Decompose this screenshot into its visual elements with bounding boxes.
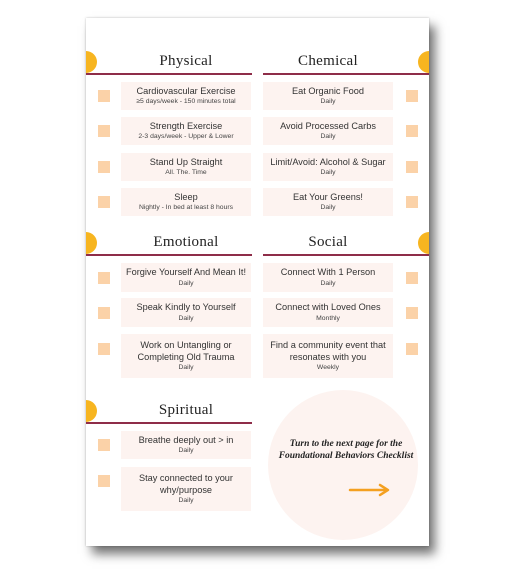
- physical-section-title: Physical: [159, 53, 213, 69]
- item-label: Work on Untangling or Completing Old Trauma: [137, 340, 235, 362]
- social-tab-marker: [418, 232, 429, 254]
- item-frequency: Weekly: [316, 364, 340, 371]
- item-label: Cardiovascular Exercise: [136, 85, 236, 96]
- item-frequency: Nightly - In bed at least 8 hours: [138, 204, 234, 212]
- physical-checkbox-2[interactable]: [98, 125, 110, 137]
- item-frequency: 2-3 days/week - Upper & Lower: [138, 133, 234, 141]
- item-label: Connect With 1 Person: [280, 267, 376, 278]
- chemical-item-2: [263, 117, 393, 145]
- next-page-circle: [268, 390, 418, 540]
- item-label: Eat Your Greens!: [293, 191, 363, 202]
- social-checkbox-1[interactable]: [406, 272, 418, 284]
- chemical-checkbox-2[interactable]: [406, 125, 418, 137]
- spiritual-checkbox-1[interactable]: [98, 439, 110, 451]
- physical-checkbox-1[interactable]: [98, 90, 110, 102]
- item-frequency: Daily: [320, 133, 336, 141]
- social-section-title: Social: [308, 234, 348, 250]
- item-frequency: Daily: [320, 98, 336, 106]
- item-frequency: Daily: [320, 279, 336, 287]
- physical-checkbox-4[interactable]: [98, 196, 110, 208]
- social-divider: [263, 254, 429, 256]
- physical-checkbox-3[interactable]: [98, 161, 110, 173]
- social-item-3: [263, 334, 393, 378]
- item-label: Strength Exercise: [149, 120, 223, 131]
- next-page-text: Turn to the next page for the Foundational Behaviors Checklist: [278, 439, 414, 461]
- spiritual-section-title: Spiritual: [158, 402, 214, 418]
- physical-divider: [86, 73, 252, 75]
- item-frequency: Daily: [178, 497, 194, 504]
- item-label: Breathe deeply out > in: [138, 434, 234, 445]
- social-checkbox-3[interactable]: [406, 343, 418, 355]
- spiritual-checkbox-2[interactable]: [98, 475, 110, 487]
- item-frequency: Daily: [178, 447, 194, 455]
- item-label: Speak Kindly to Yourself: [136, 302, 236, 313]
- physical-item-2: [121, 117, 251, 145]
- item-frequency: Daily: [320, 169, 336, 177]
- item-frequency: Daily: [178, 314, 194, 322]
- chemical-checkbox-4[interactable]: [406, 196, 418, 208]
- chemical-item-1: [263, 82, 393, 110]
- item-frequency: ≥5 days/week - 150 minutes total: [136, 98, 236, 106]
- emotional-item-2: [121, 298, 251, 327]
- social-item-2: [263, 298, 393, 327]
- emotional-divider: [86, 254, 252, 256]
- physical-tab-marker: [86, 51, 97, 73]
- chemical-section-title: Chemical: [298, 53, 358, 69]
- emotional-tab-marker: [86, 232, 97, 254]
- emotional-item-1: [121, 263, 251, 292]
- chemical-checkbox-3[interactable]: [406, 161, 418, 173]
- spiritual-item-1: [121, 431, 251, 459]
- emotional-item-3: [121, 334, 251, 378]
- chemical-item-4: [263, 188, 393, 216]
- physical-item-4: [121, 188, 251, 216]
- spiritual-divider: [86, 422, 252, 424]
- item-frequency: Daily: [320, 204, 336, 212]
- item-label: Stay connected to your why/purpose: [139, 473, 233, 495]
- chemical-item-3: [263, 153, 393, 181]
- item-label: Avoid Processed Carbs: [280, 120, 376, 131]
- chemical-divider: [263, 73, 429, 75]
- physical-item-1: [121, 82, 251, 110]
- emotional-section-title: Emotional: [153, 234, 219, 250]
- item-label: Find a community event that resonates with you: [270, 340, 386, 362]
- social-item-1: [263, 263, 393, 292]
- checklist-page: [86, 18, 429, 546]
- item-label: Stand Up Straight: [149, 156, 223, 167]
- right-arrow-icon: [348, 483, 394, 497]
- spiritual-tab-marker: [86, 400, 97, 422]
- chemical-checkbox-1[interactable]: [406, 90, 418, 102]
- emotional-checkbox-3[interactable]: [98, 343, 110, 355]
- chemical-tab-marker: [418, 51, 429, 73]
- item-label: Forgive Yourself And Mean It!: [125, 267, 247, 278]
- item-frequency: All. The. Time: [165, 169, 207, 177]
- physical-item-3: [121, 153, 251, 181]
- spiritual-item-2: [121, 467, 251, 511]
- social-checkbox-2[interactable]: [406, 307, 418, 319]
- item-label: Connect with Loved Ones: [275, 302, 381, 313]
- item-frequency: Daily: [178, 279, 194, 287]
- item-label: Limit/Avoid: Alcohol & Sugar: [270, 156, 386, 167]
- item-frequency: Daily: [178, 364, 194, 371]
- item-label: Eat Organic Food: [291, 85, 364, 96]
- item-label: Sleep: [174, 191, 198, 202]
- item-frequency: Monthly: [316, 314, 340, 322]
- emotional-checkbox-1[interactable]: [98, 272, 110, 284]
- emotional-checkbox-2[interactable]: [98, 307, 110, 319]
